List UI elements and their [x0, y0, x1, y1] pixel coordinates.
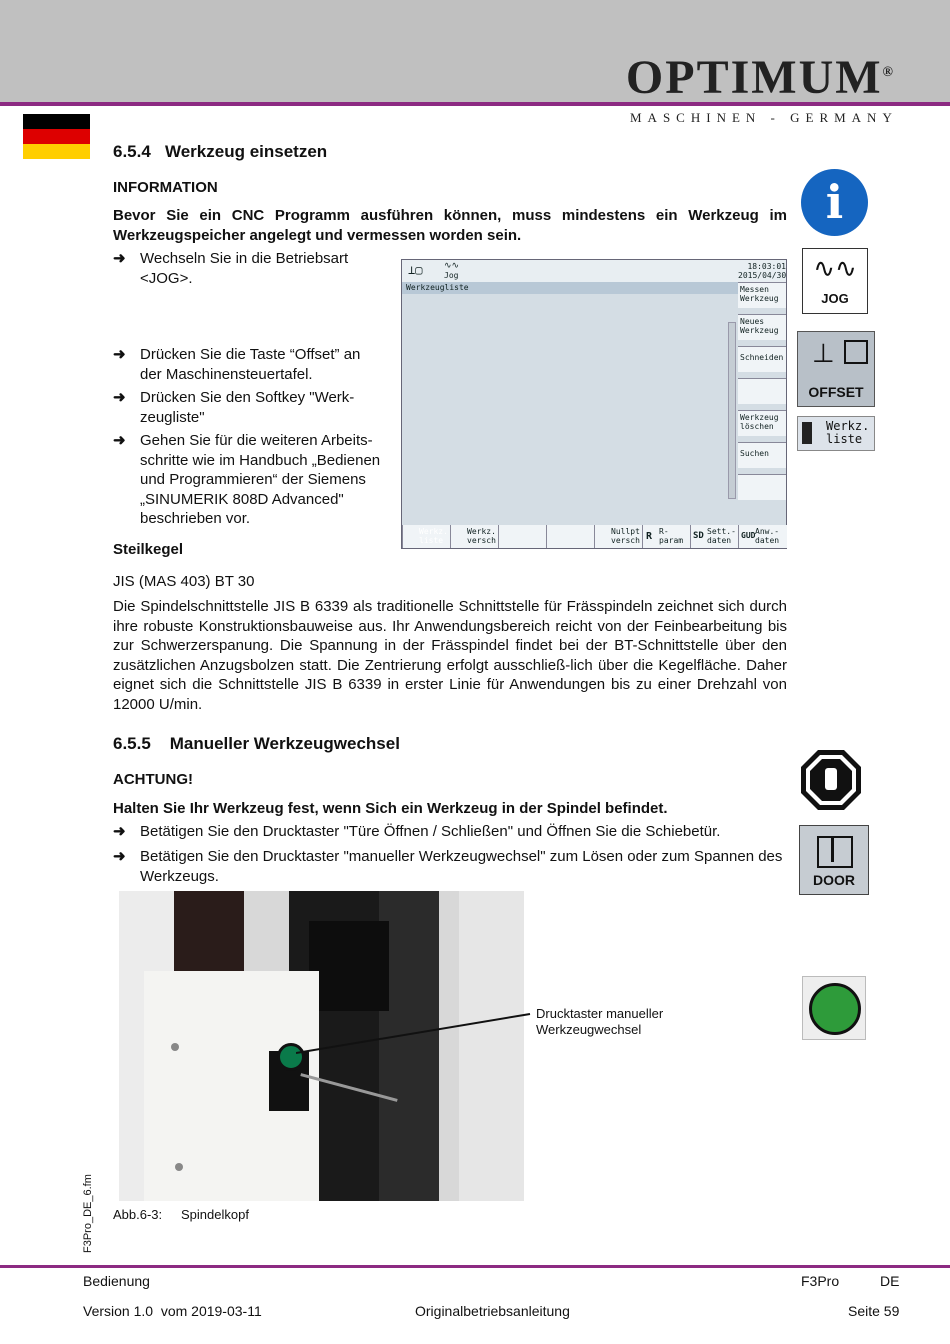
step-item: ➜ Betätigen Sie den Drucktaster "Türe Öffnen / Schließen" und Öffnen Sie die Schiebetür.: [113, 823, 721, 840]
softkey-anw-daten[interactable]: GUD Anw.-daten: [738, 525, 787, 548]
tool-list-title: Werkzeugliste: [402, 282, 738, 294]
figure-number: Abb.6-3:: [113, 1207, 163, 1222]
footer-version: Version 1.0 vom 2019-03-11: [83, 1303, 262, 1319]
step-item: ➜ Gehen Sie für die weiteren Arbeits-schritte wie im Handbuch „Bedienen und Programmieren“ der Siemens „SINUMERIK 808D Advanced" beschrieben vor.: [113, 432, 381, 527]
brand-subtitle: MASCHINEN - GERMANY: [630, 110, 898, 125]
section-heading-654: 6.5.4 Werkzeug einsetzen: [113, 142, 328, 161]
jog-key-icon: ∿∿ JOG: [802, 248, 868, 314]
offset-key-icon: ⊥ OFFSET: [797, 331, 875, 407]
footer-doc-type: Originalbetriebsanleitung: [415, 1303, 570, 1319]
step-item: ➜ Drücken Sie den Softkey "Werk-zeugliste": [113, 389, 355, 426]
step-item: ➜ Betätigen Sie den Drucktaster "manueller Werkzeugwechsel" zum Lösen oder zum Spannen des Werkzeugs.: [113, 848, 783, 885]
jis-line: JIS (MAS 403) BT 30: [113, 573, 255, 590]
side-filename: F3Pro_DE_6.fm: [82, 1174, 94, 1253]
stop-hand-icon: [799, 748, 863, 812]
softkey-nullpt[interactable]: Nullpt versch: [594, 525, 643, 548]
footer-language: DE: [880, 1273, 900, 1289]
softkey-neues[interactable]: Neues Werkzeug: [738, 314, 786, 340]
softkey-werkz-versch[interactable]: Werkz. versch: [450, 525, 499, 548]
jog-wave-icon: ∿∿: [444, 261, 460, 271]
warning-text: Halten Sie Ihr Werkzeug fest, wenn Sich ein Werkzeug in der Spindel befindet.: [113, 800, 668, 817]
softkey-empty[interactable]: [738, 378, 786, 404]
footer-chapter: Bedienung: [83, 1273, 150, 1289]
cnc-status-bar: [402, 260, 738, 282]
tool-list-scrollbar[interactable]: [728, 322, 736, 499]
softkey-empty[interactable]: [738, 474, 786, 500]
softkey-schneiden[interactable]: Schneiden: [738, 346, 786, 372]
callout-line: [296, 1012, 532, 1056]
mode-label: Jog: [444, 271, 459, 280]
softkey-empty[interactable]: [498, 525, 547, 548]
german-flag-icon: [23, 114, 90, 159]
door-key-icon: DOOR: [799, 825, 869, 895]
warning-label: ACHTUNG!: [113, 771, 193, 788]
section-heading-655: 6.5.5 Manueller Werkzeugwechsel: [113, 734, 400, 753]
softkey-werkz-liste[interactable]: Werkz. liste: [402, 525, 451, 548]
softkey-loeschen[interactable]: Werkzeug löschen: [738, 410, 786, 436]
info-icon: i: [801, 169, 868, 236]
step-item: ➜ Wechseln Sie in die Betriebsart <JOG>.: [113, 250, 349, 287]
brand-logo: OPTIMUM®: [625, 51, 895, 104]
footer-model: F3Pro: [801, 1273, 840, 1289]
jog-mode-icon: ⊥▢: [408, 263, 423, 277]
step-item: ➜ Drücken Sie die Taste “Offset” an der Maschinensteuertafel.: [113, 346, 361, 383]
figure-caption: Spindelkopf: [181, 1207, 249, 1222]
callout-label: Drucktaster manueller Werkzeugwechsel: [536, 1006, 664, 1037]
softkey-sett-daten[interactable]: SD Sett.-daten: [690, 525, 739, 548]
footer-page-number: Seite 59: [848, 1303, 900, 1319]
steilkegel-label: Steilkegel: [113, 541, 184, 558]
info-text: Bevor Sie ein CNC Programm ausführen können, muss mindestens ein Werkzeug im Werkzeugspeicher angelegt und vermessen worden sein.: [113, 207, 787, 244]
softkey-suchen[interactable]: Suchen: [738, 442, 786, 468]
softkey-rparam[interactable]: R R-param: [642, 525, 691, 548]
werkz-liste-softkey-icon: Werkz. liste: [797, 416, 875, 451]
cnc-screen: [401, 259, 787, 549]
green-button-icon: [802, 976, 866, 1040]
cnc-clock: 18:03:01 2015/04/30: [738, 260, 786, 284]
softkey-empty[interactable]: [546, 525, 595, 548]
softkey-messen[interactable]: Messen Werkzeug: [738, 282, 786, 308]
info-label: INFORMATION: [113, 179, 218, 196]
footer-rule: [0, 1265, 950, 1268]
jis-text: Die Spindelschnittstelle JIS B 6339 als traditionelle Schnittstelle für Frässpindeln zeichnet sich durch ihre robuste Konstruktionsbauweise aus. Ihr Anwendungsbereich reicht von der Feinbearbeitung bis zur Schwerzerspanung. Die Spannung in der Frässpindel findet bei der BT-Schnittstelle über den zusätzlichen Anzugsbolzen statt. Die Zentrierung erfolgt ausschließ-lich über die Kegelfläche. Daher eignet sich die Schnittstelle JIS B 6339 in erster Linie für Anwendungen bis zu einer Drehzahl von 12000 U/min.: [113, 598, 787, 713]
